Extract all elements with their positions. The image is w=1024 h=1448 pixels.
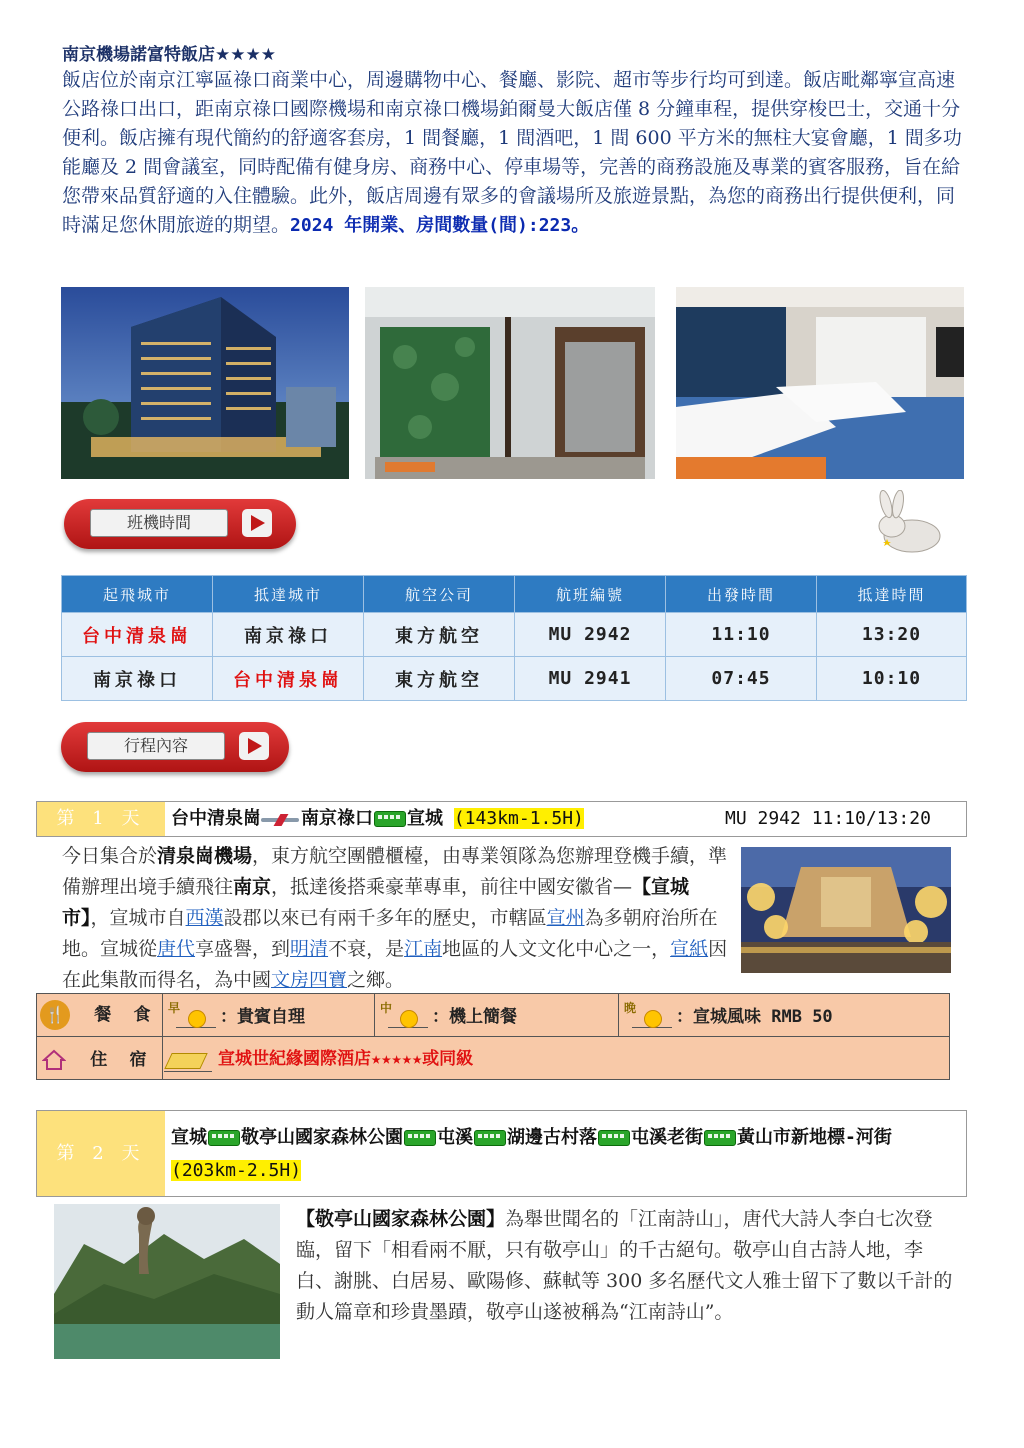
lunch-tag: 中 bbox=[380, 1000, 393, 1015]
day1-description bbox=[62, 841, 728, 996]
meals-row bbox=[37, 994, 950, 1037]
day1-text: 因在此集散而得名，為中國 bbox=[62, 938, 728, 991]
day1-tag: 第 1 天 bbox=[37, 802, 165, 836]
hotel-room-image bbox=[676, 287, 964, 479]
hotel-title: 南京機場諾富特飯店★★★★ bbox=[62, 45, 276, 65]
cell-airline: 東方航空 bbox=[364, 657, 515, 701]
day2-stop: 屯溪 bbox=[437, 1127, 473, 1148]
cell-arrival-time: 10:10 bbox=[817, 657, 967, 701]
day1-text: 設郡以來已有兩千多年的歷史，市轄區 bbox=[223, 907, 547, 929]
day1-text: ，抵達後搭乘豪華專車，前往中國安徽省— bbox=[271, 876, 633, 898]
bus-icon bbox=[404, 1130, 436, 1146]
flight-table-header-row bbox=[62, 576, 967, 613]
airplane-icon bbox=[261, 814, 301, 824]
day1-bold-text: 清泉崗機場 bbox=[157, 845, 253, 867]
table-row bbox=[62, 613, 967, 657]
day2-heading: 【敬亭山國家森林公園】 bbox=[296, 1208, 506, 1230]
bus-icon bbox=[474, 1130, 506, 1146]
hotel-exterior-image bbox=[61, 287, 349, 479]
day2-stop: 敬亭山國家森林公園 bbox=[241, 1127, 403, 1148]
cell-departure-city: 台中清泉崗 bbox=[62, 613, 213, 657]
meals-label: 餐 食 bbox=[94, 1005, 157, 1025]
day2-tag: 第 2 天 bbox=[37, 1111, 165, 1196]
table-row bbox=[62, 657, 967, 701]
link-four-treasures[interactable]: 文房四寶 bbox=[271, 969, 348, 991]
home-icon bbox=[42, 1049, 66, 1071]
lunch-value: ：機上簡餐 bbox=[432, 1006, 518, 1027]
cell-departure-time: 11:10 bbox=[666, 613, 817, 657]
bus-icon bbox=[704, 1130, 736, 1146]
hotel-room-photo bbox=[676, 287, 964, 479]
day1-text: 地區的人文文化中心之一， bbox=[442, 938, 671, 960]
play-arrow-icon bbox=[239, 732, 269, 760]
hotel-exterior-photo bbox=[61, 287, 349, 479]
cell-arrival-city: 台中清泉崗 bbox=[213, 657, 364, 701]
dinner-cell bbox=[619, 994, 950, 1037]
breakfast-value: ：貴賓自理 bbox=[220, 1006, 306, 1027]
hotel-description bbox=[62, 66, 962, 240]
stay-label-cell bbox=[37, 1037, 163, 1080]
itinerary-button-label: 行程內容 bbox=[87, 732, 225, 760]
day2-text: 為舉世聞名的「江南詩山」，唐代大詩人李白七次登臨，留下「相看兩不厭，只有敬亭山」的千古絕句。敬亭山自古詩人地，李白、謝朓、白居易、歐陽修、蘇軾等 300 多名歷代文人雅士留下了數以千計的動人篇章和珍貴墨蹟，敬亭山遂被稱為“江南詩山”。 bbox=[296, 1208, 953, 1323]
cell-departure-city: 南京祿口 bbox=[62, 657, 213, 701]
jingting-mountain-image bbox=[54, 1204, 280, 1359]
dinner-tag: 晚 bbox=[624, 1000, 637, 1015]
link-xuanzhou[interactable]: 宣州 bbox=[546, 907, 585, 929]
stay-value: 宣城世紀緣國際酒店★★★★★或同級 bbox=[218, 1049, 474, 1070]
hotel-bed-icon bbox=[164, 1047, 212, 1072]
header-departure-city: 起飛城市 bbox=[62, 576, 213, 613]
sun-sunglasses-icon bbox=[388, 1005, 428, 1028]
meals-label-cell bbox=[37, 994, 163, 1037]
day1-route-dest: 宣城 bbox=[407, 808, 443, 829]
day1-meals-table bbox=[36, 993, 950, 1080]
day2-stop: 湖邊古村落 bbox=[507, 1127, 597, 1148]
sun-icon bbox=[176, 1005, 216, 1028]
itinerary-button[interactable] bbox=[61, 722, 289, 772]
play-arrow-icon bbox=[242, 509, 272, 537]
breakfast-tag: 早 bbox=[168, 1000, 181, 1015]
bus-icon bbox=[598, 1130, 630, 1146]
cell-departure-time: 07:45 bbox=[666, 657, 817, 701]
hotel-lobby-image bbox=[365, 287, 655, 479]
cell-airline: 東方航空 bbox=[364, 613, 515, 657]
day1-distance: (143km-1.5H) bbox=[453, 808, 584, 829]
stay-row bbox=[37, 1037, 950, 1080]
day1-route bbox=[171, 807, 584, 831]
link-xuan-paper[interactable]: 宣紙 bbox=[670, 938, 709, 960]
header-departure-time: 出發時間 bbox=[666, 576, 817, 613]
sleeping-rabbit-icon bbox=[872, 490, 944, 556]
stay-label: 住 宿 bbox=[90, 1050, 153, 1070]
jingting-mountain-photo bbox=[54, 1204, 280, 1359]
day1-text: 今日集合於 bbox=[62, 845, 158, 867]
flight-times-button-label: 班機時間 bbox=[90, 509, 228, 537]
bus-icon bbox=[208, 1130, 240, 1146]
hotel-description-text: 飯店位於南京江寧區祿口商業中心，周邊購物中心、餐廳、影院、超市等步行均可到達。飯店毗鄰寧宣高速公路祿口出口，距南京祿口國際機場和南京祿口機場鉑爾曼大飯店僅 8 分鐘車程，提供穿梭巴士，交通十分便利。飯店擁有現代簡約的舒適客套房，1 間餐廳，1 間酒吧，1 間 600 平方米的無柱大宴會廳，1 間多功能廳及 2 間會議室，同時配備有健身房、商務中心、停車場等，完善的商務設施及專業的賓客服務，旨在給您帶來品質舒適的入住體驗。此外，飯店周邊有眾多的會議場所及旅遊景點，為您的商務出行提供便利，同時滿足您休閒旅遊的期望。 bbox=[62, 69, 962, 236]
link-jiangnan[interactable]: 江南 bbox=[404, 938, 443, 960]
hotel-opening-info: 2024 年開業、房間數量(間):223。 bbox=[290, 215, 590, 236]
day1-bold-text: 【宣城市】 bbox=[62, 876, 690, 929]
sunset-icon bbox=[632, 1005, 672, 1028]
bus-icon bbox=[374, 811, 406, 827]
cell-arrival-time: 13:20 bbox=[817, 613, 967, 657]
day1-route-mid: 南京祿口 bbox=[301, 808, 373, 829]
day2-stop: 黃山市新地標-河街 bbox=[737, 1127, 892, 1148]
dinner-value: ：宣城風味 RMB 50 bbox=[676, 1006, 833, 1027]
day1-header bbox=[36, 801, 967, 837]
breakfast-cell bbox=[163, 994, 375, 1037]
header-arrival-city: 抵達城市 bbox=[213, 576, 364, 613]
link-xihan[interactable]: 西漢 bbox=[185, 907, 224, 929]
cell-flight-number: MU 2942 bbox=[515, 613, 666, 657]
header-flight-number: 航班編號 bbox=[515, 576, 666, 613]
day2-header bbox=[36, 1110, 967, 1197]
flight-times-button[interactable] bbox=[64, 499, 296, 549]
day2-stop: 宣城 bbox=[171, 1127, 207, 1148]
day1-text: 之鄉。 bbox=[347, 969, 405, 991]
xuancheng-street-photo bbox=[741, 847, 951, 973]
hotel-lobby-photo bbox=[365, 287, 655, 479]
day2-route bbox=[171, 1121, 961, 1187]
link-tang-dynasty[interactable]: 唐代 bbox=[157, 938, 196, 960]
day1-text: 享盛譽，到 bbox=[195, 938, 291, 960]
cutlery-icon: 🍴 bbox=[40, 1000, 70, 1030]
day2-description bbox=[296, 1204, 956, 1328]
lunch-cell bbox=[375, 994, 619, 1037]
day1-flight-info: MU 2942 11:10/13:20 bbox=[725, 808, 931, 829]
link-ming-qing[interactable]: 明清 bbox=[290, 938, 329, 960]
day1-text: 不衰，是 bbox=[328, 938, 405, 960]
flight-table bbox=[61, 575, 967, 701]
day2-distance: (203km-2.5H) bbox=[171, 1160, 302, 1181]
header-arrival-time: 抵達時間 bbox=[817, 576, 967, 613]
day1-route-origin: 台中清泉崗 bbox=[171, 808, 261, 829]
cell-arrival-city: 南京祿口 bbox=[213, 613, 364, 657]
day1-text: ，宣城市自 bbox=[90, 907, 186, 929]
day2-stop: 屯溪老街 bbox=[631, 1127, 703, 1148]
day1-bold-text: 南京 bbox=[233, 876, 272, 898]
cell-flight-number: MU 2941 bbox=[515, 657, 666, 701]
stay-cell bbox=[163, 1037, 950, 1080]
header-airline: 航空公司 bbox=[364, 576, 515, 613]
day1-text: ，東方航空團體櫃檯，由專業領隊為您辦理登機手續，準備辦理出境手續飛往 bbox=[62, 845, 728, 898]
xuancheng-street-image bbox=[741, 847, 951, 973]
day1-text: 為多朝府治所在地。宣城從 bbox=[62, 907, 718, 960]
